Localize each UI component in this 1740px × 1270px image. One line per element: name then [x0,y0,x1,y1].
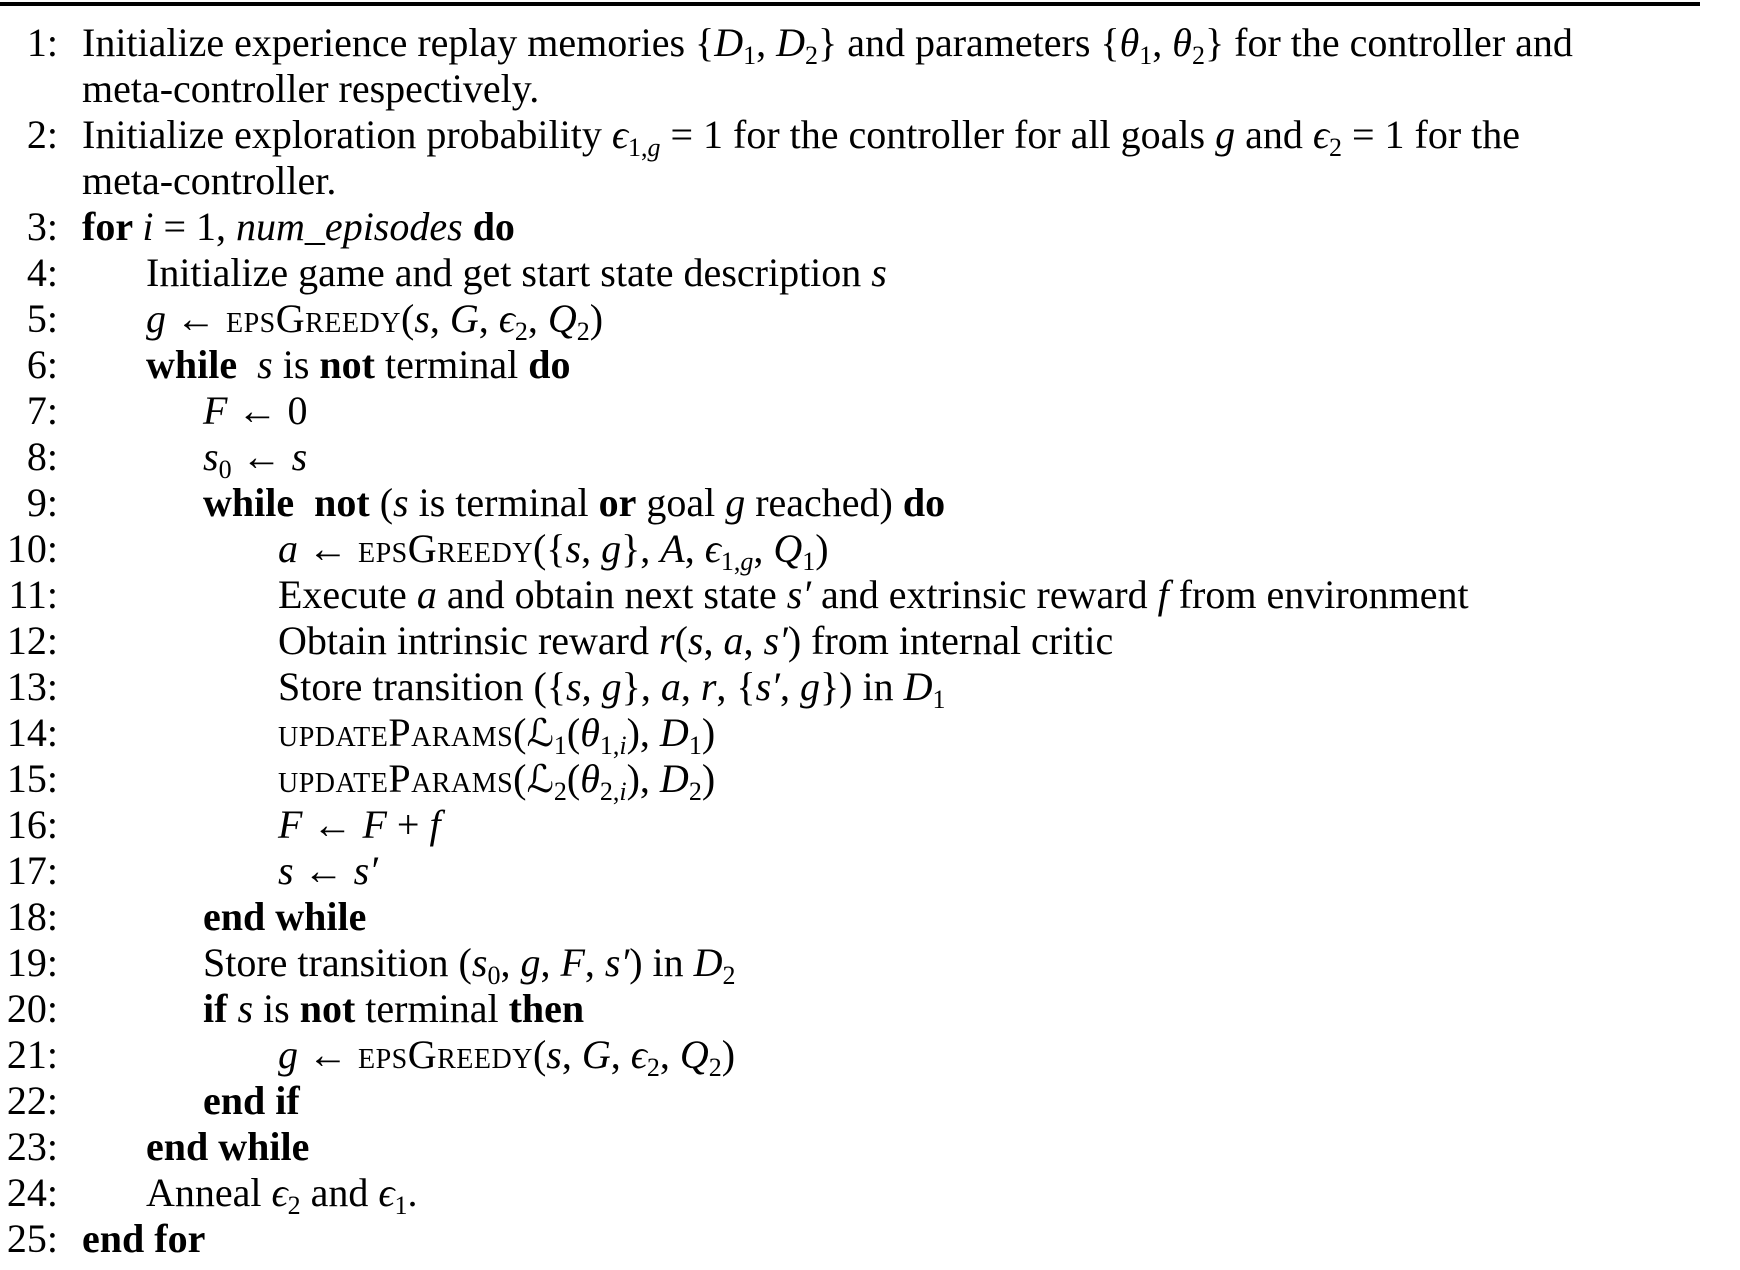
subscript: 2 [1328,133,1342,162]
math-var: f [429,802,441,847]
algo-line-22 [0,1078,1740,1124]
math-var: g [725,480,746,525]
math-var: g [601,664,622,709]
math-var: ϵ [498,296,515,341]
script-var: ℒ [526,757,554,801]
text: . [407,1170,418,1215]
text: ( [674,618,688,663]
math-var: g [601,526,622,571]
math-var: s′ [353,848,378,893]
script-var: D [714,20,744,65]
text [463,204,473,249]
algo-line-16 [0,802,1740,848]
subscript: 2 [722,961,736,990]
text: , [684,526,705,571]
math-var: a [723,618,744,663]
line-content [82,480,1740,526]
text: ) [701,756,716,801]
algo-line-20 [0,986,1740,1032]
algorithm-pseudocode [0,2,1740,1262]
line-content [82,1124,1740,1170]
text: , [429,296,450,341]
algo-line-1 [0,20,1740,112]
line-number: 4: [26,250,58,295]
math-var: num_episodes [236,204,463,249]
math-var: θ [580,756,600,801]
text: , [540,940,561,985]
keyword: for [82,204,143,249]
math-var: f [1157,572,1169,617]
algo-line-10 [0,526,1740,576]
text: ( [369,480,394,525]
line-content [82,296,1740,346]
keyword: end for [82,1216,206,1261]
line-content [82,940,1740,990]
text: from environment [1168,572,1469,617]
math-var: s′ [763,618,788,663]
subscript: 0 [487,961,501,990]
text: meta-controller respectively. [82,66,540,111]
algo-line-21 [0,1032,1740,1082]
algo-line-4 [0,250,1740,296]
keyword: while [146,342,248,387]
text: , [753,526,774,571]
line-content [82,204,1740,250]
math-var: s [291,434,308,479]
text: ← [302,802,363,847]
line-number: 25: [6,1216,58,1261]
text: goal [636,480,726,525]
subscript: 1 [1139,41,1153,70]
text: Store transition ( [203,940,472,985]
math-var: s [393,480,409,525]
keyword: not [319,342,375,387]
line-content [82,1216,1740,1262]
subscript: 2 [708,1053,722,1082]
math-var: a [416,572,437,617]
line-content [82,250,1740,296]
text: ← [231,434,292,479]
math-var: s [566,664,582,709]
line-number: 8: [26,434,58,479]
function-name: updateParams [278,756,514,801]
function-name: epsGreedy [226,296,401,341]
line-number: 5: [26,296,58,341]
algo-line-23 [0,1124,1740,1170]
text: Initialize game and get start state description [146,250,872,295]
text: ← 0 [227,388,308,433]
algo-line-15 [0,756,1740,806]
keyword: do [528,342,571,387]
line-content [82,618,1740,664]
subscript: 2 [553,777,567,806]
line-content [82,802,1740,848]
math-var: Q [547,296,577,341]
subscript: 1 [932,685,946,714]
keyword: end while [146,1124,310,1169]
text: ← [298,526,358,571]
math-var: s [871,250,887,295]
text: , [478,296,499,341]
math-var: g [520,940,541,985]
text: Execute [278,572,417,617]
math-var: s [414,296,430,341]
algo-line-5 [0,296,1740,346]
line-number: 13: [6,664,58,709]
text: ( [566,710,581,755]
text: reached) [745,480,903,525]
line-content [82,20,1740,112]
math-var: a [660,664,681,709]
text: and [300,1170,379,1215]
algo-line-18 [0,894,1740,940]
math-var: r [700,664,717,709]
math-var: θ [1172,20,1192,65]
line-number: 24: [6,1170,58,1215]
math-var: s [546,1032,562,1077]
math-var: F [203,388,228,433]
text [247,342,257,387]
subscript: i [619,777,627,806]
line-number: 6: [26,342,58,387]
text: ( [532,1032,547,1077]
line-content [82,526,1740,576]
text: Initialize experience replay memories { [82,20,715,65]
math-var: i [142,204,154,249]
line-number: 23: [6,1124,58,1169]
text: ) [721,1032,736,1077]
line-content [82,848,1740,894]
subscript: 2 [576,317,590,346]
text: ) in [629,940,694,985]
math-var: Q [679,1032,709,1077]
script-var: D [693,940,723,985]
line-content [82,710,1740,760]
line-number: 7: [26,388,58,433]
text: , [581,664,602,709]
text: terminal [355,986,509,1031]
subscript: 1, [599,731,620,760]
algo-line-3 [0,204,1740,250]
line-content [82,986,1740,1032]
algo-line-13 [0,664,1740,714]
text: , [743,618,764,663]
text: ( [566,756,581,801]
text: Anneal [146,1170,272,1215]
text: and extrinsic reward [811,572,1158,617]
function-name: updateParams [278,710,514,755]
subscript: 2 [805,41,819,70]
keyword: if [203,986,238,1031]
line-number: 21: [6,1032,58,1077]
script-var: D [776,20,806,65]
line-number: 10: [6,526,58,571]
script-var: G [449,296,479,341]
keyword: end while [203,894,367,939]
text: , [659,1032,680,1077]
math-var: g [146,296,166,341]
line-number: 18: [6,894,58,939]
script-var: A [660,526,685,571]
text: ( [400,296,415,341]
text: ), [626,710,660,755]
text: and [1235,112,1313,157]
script-var: ℒ [526,711,554,755]
math-var: a [278,526,298,571]
line-content [82,434,1740,484]
text: Obtain intrinsic reward [278,618,659,663]
algo-line-6 [0,342,1740,388]
subscript: 1 [688,731,702,760]
text: ( [513,756,527,801]
math-var: g [799,664,820,709]
math-var: F [560,940,585,985]
math-var: r [659,618,675,663]
text: ({ [532,526,566,571]
text: ( [513,710,527,755]
text: , [561,1032,582,1077]
text: }) in [819,664,904,709]
math-var: s [257,342,273,387]
text: } and parameters { [818,20,1120,65]
math-var: s′ [604,940,630,985]
function-name: epsGreedy [358,1032,533,1077]
math-var: F [278,802,303,847]
algo-line-14 [0,710,1740,760]
subscript: 1 [743,41,757,70]
keyword: do [902,480,946,525]
algo-line-9 [0,480,1740,526]
text: terminal [374,342,529,387]
keyword: do [472,204,515,249]
text: , [779,664,800,709]
math-var: s [237,986,254,1031]
text: , [680,664,701,709]
text: ), [626,756,660,801]
keyword: then [508,986,585,1031]
line-number: 17: [6,848,58,893]
math-var: ϵ [630,1032,647,1077]
text: + [386,802,430,847]
subscript: 1, [720,547,741,576]
script-var: D [659,756,689,801]
line-content [82,664,1740,714]
keyword: or [598,480,637,525]
keyword: not [299,986,356,1031]
line-number: 19: [6,940,58,985]
text: , [584,940,605,985]
text: }, [621,526,661,571]
text: , [500,940,521,985]
subscript: 0 [218,455,232,484]
text: Store transition ({ [278,664,567,709]
subscript: 2 [514,317,528,346]
line-number: 14: [6,710,58,755]
text: , [581,526,602,571]
algorithm-body [0,6,1740,1262]
line-content [82,1032,1740,1082]
math-var: s [203,434,219,479]
math-var: s [687,618,704,663]
algo-line-11 [0,572,1740,618]
subscript: 2 [646,1053,660,1082]
math-var: ϵ [1312,112,1329,157]
line-content [82,894,1740,940]
line-content [82,388,1740,434]
math-var: ϵ [378,1170,395,1215]
subscript: 2 [688,777,702,806]
text: = 1, [153,204,237,249]
keyword: end if [203,1078,300,1123]
algo-line-7 [0,388,1740,434]
subscript: i [619,731,627,760]
algo-line-25 [0,1216,1740,1262]
line-number: 22: [6,1078,58,1123]
algo-line-12 [0,618,1740,664]
algo-line-24 [0,1170,1740,1220]
line-number: 11: [8,572,58,617]
math-var: g [1215,112,1236,157]
algo-line-19 [0,940,1740,990]
line-content [82,112,1740,204]
math-var: s [471,940,488,985]
keyword: while not [203,480,370,525]
function-name: epsGreedy [358,526,533,571]
subscript: g [647,133,661,162]
text: ) [815,526,829,571]
math-var: ϵ [611,112,628,157]
text: }, [621,664,661,709]
text: ) [701,710,716,755]
math-var: s [565,526,582,571]
subscript: 2 [287,1191,301,1220]
line-number: 15: [6,756,58,801]
script-var: D [659,710,689,755]
math-var: g [278,1032,298,1077]
text: = 1 for the [1341,112,1521,157]
text: and obtain next state [436,572,787,617]
text: } for the controller and [1204,20,1573,65]
text: , [610,1032,631,1077]
text: , { [716,664,756,709]
algo-line-2 [0,112,1740,204]
math-var: ϵ [704,526,721,571]
text: ) from internal critic [787,618,1114,663]
math-var: ϵ [271,1170,288,1215]
subscript: 2, [599,777,620,806]
math-var: Q [773,526,803,571]
text: , [703,618,724,663]
line-content [82,1170,1740,1220]
subscript: 1, [627,133,648,162]
line-number: 16: [6,802,58,847]
line-number: 1: [26,20,58,65]
text: meta-controller. [82,158,337,203]
line-content [82,756,1740,806]
script-var: G [581,1032,611,1077]
line-number: 20: [6,986,58,1031]
text: = 1 for the controller for all goals [660,112,1216,157]
math-var: s [278,848,294,893]
text: is [272,342,320,387]
math-var: θ [580,710,600,755]
line-number: 9: [26,480,58,525]
text: , [1152,20,1173,65]
line-content [82,342,1740,388]
line-number: 12: [6,618,58,663]
text: , [756,20,777,65]
math-var: θ [1119,20,1140,65]
line-content [82,1078,1740,1124]
text: is terminal [408,480,599,525]
script-var: D [903,664,933,709]
text: ← [298,1032,358,1077]
math-var: s′ [755,664,780,709]
subscript: 2 [1191,41,1205,70]
subscript: 1 [802,547,816,576]
subscript: g [740,547,754,576]
text: ) [589,296,604,341]
algo-line-17 [0,848,1740,894]
math-var: F [362,802,387,847]
text: , [527,296,548,341]
math-var: s′ [786,572,812,617]
subscript: 1 [553,731,567,760]
line-number: 3: [26,204,58,249]
text: ← [166,296,226,341]
subscript: 1 [394,1191,408,1220]
algo-line-8 [0,434,1740,484]
text: Initialize exploration probability [82,112,612,157]
line-number: 2: [26,112,58,157]
text: is [253,986,300,1031]
line-content [82,572,1740,618]
text: ← [293,848,354,893]
